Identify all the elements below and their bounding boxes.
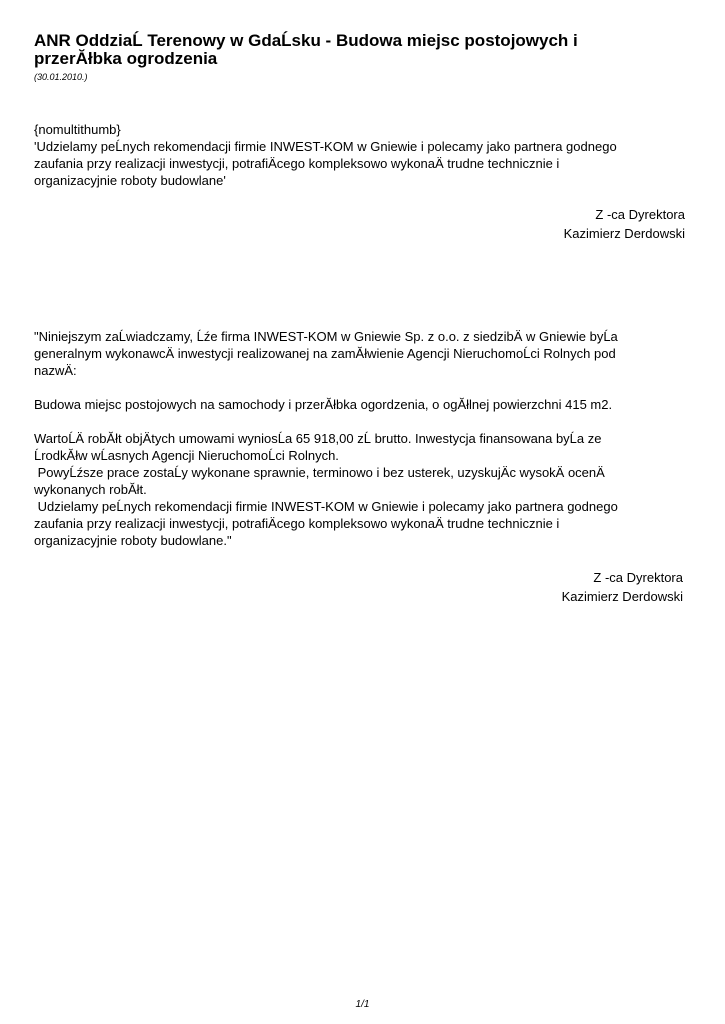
document-date: (30.01.2010.): [34, 72, 88, 82]
signature-role: Z -ca Dyrektora: [593, 570, 683, 585]
document-title: [34, 32, 694, 68]
body-line: Udzielamy peĹnych rekomendacji firmie INWEST-KOM w Gniewie i polecamy jako partnera godnego: [34, 499, 618, 514]
body-line: zaufania przy realizacji inwestycji, potrafiÄcego kompleksowo wykonaÄ trudne technicznie i: [34, 516, 560, 531]
body-line: nazwÄ:: [34, 363, 77, 378]
intro-line: {nomultithumb}: [34, 122, 121, 137]
intro-line: 'Udzielamy peĹnych rekomendacji firmie INWEST-KOM w Gniewie i polecamy jako partnera godnego: [34, 139, 617, 154]
body-line: "Niniejszym zaĹwiadczamy, Ĺźe firma INWEST-KOM w Gniewie Sp. z o.o. z siedzibÄ w Gniewie byĹa: [34, 329, 618, 344]
body-line: PowyĹźsze prace zostaĹy wykonane sprawnie, terminowo i bez usterek, uzyskujÄc wysokÄ ocenÄ: [34, 465, 605, 480]
title-line: ANR OddziaĹ Terenowy w GdaĹsku - Budowa miejsc postojowych i: [34, 31, 578, 50]
body-paragraph-3: [34, 430, 694, 549]
intro-line: zaufania przy realizacji inwestycji, potrafiÄcego kompleksowo wykonaÄ trudne technicznie i: [34, 156, 560, 171]
body-line: wykonanych robĂłt.: [34, 482, 147, 497]
signature-name: Kazimierz Derdowski: [561, 589, 683, 604]
body-line: Budowa miejsc postojowych na samochody i przerĂłbka ogordzenia, o ogĂłlnej powierzchni 415 m2.: [34, 397, 613, 412]
body-line: WartoĹÄ robĂłt objÄtych umowami wyniosĹa 65 918,00 zĹ brutto. Inwestycja finansowana byĹa ze: [34, 431, 602, 446]
body-line: organizacyjnie roboty budowlane.": [34, 533, 232, 548]
intro-paragraph: [34, 121, 694, 189]
signature-block: [564, 205, 685, 243]
body-paragraph-1: [34, 328, 694, 379]
signature-block-2: [562, 568, 683, 606]
intro-line: organizacyjnie roboty budowlane': [34, 173, 226, 188]
title-line: przerĂłbka ogrodzenia: [34, 49, 218, 68]
signature-name: Kazimierz Derdowski: [563, 226, 685, 241]
body-line: ĹrodkĂłw wĹasnych Agencji NieruchomoĹci Rolnych.: [34, 448, 339, 463]
page-number: 1/1: [355, 999, 370, 1010]
body-line: generalnym wykonawcÄ inwestycji realizowanej na zamĂłwienie Agencji NieruchomoĹci Rolnych pod: [34, 346, 616, 361]
signature-role: Z -ca Dyrektora: [595, 207, 685, 222]
body-paragraph-2: [34, 396, 694, 413]
